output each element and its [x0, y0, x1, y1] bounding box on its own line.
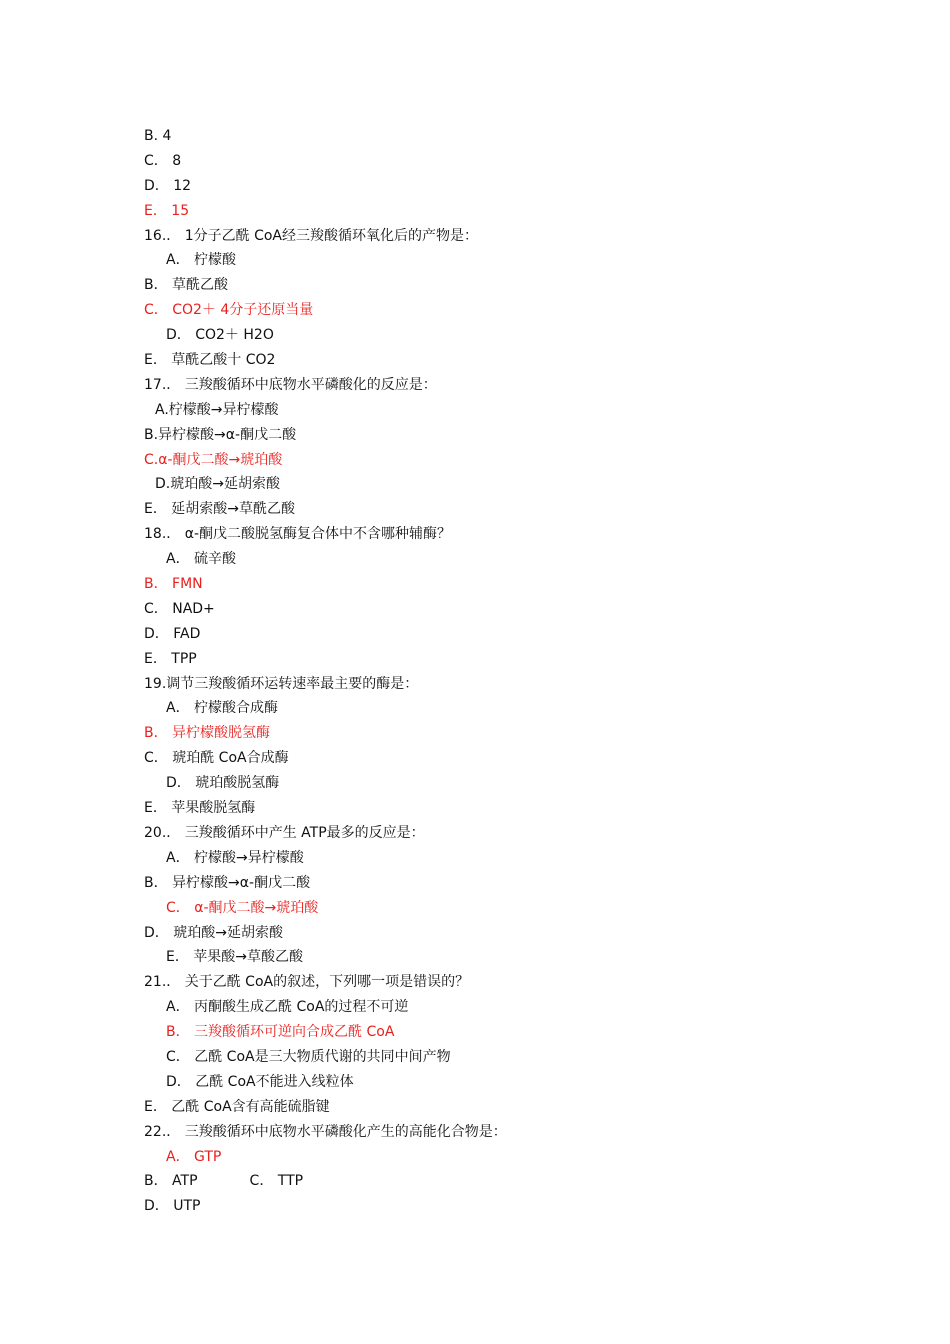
line-text: 16.． 1分子乙酰 CoA经三羧酸循环氧化后的产物是：	[144, 227, 478, 244]
line-text: D． CO2＋ H2O	[166, 327, 274, 344]
line-text: C． 琥珀酰 CoA合成酶	[144, 750, 289, 767]
line-text: C． 乙酰 CoA是三大物质代谢的共同中间产物	[166, 1048, 451, 1065]
text-line	[0, 921, 950, 946]
text-line	[0, 871, 950, 896]
line-text: D． 琥珀酸→延胡索酸	[144, 924, 283, 941]
line-text: E． TPP	[144, 650, 197, 667]
line-text: C． NAD+	[144, 600, 215, 617]
text-line	[0, 796, 950, 821]
line-text: A． 柠檬酸→异柠檬酸	[166, 849, 304, 866]
document-page	[0, 124, 950, 1219]
text-line	[0, 398, 950, 423]
text-line	[0, 522, 950, 547]
line-text: D.琥珀酸→延胡索酸	[155, 476, 280, 493]
text-line	[0, 298, 950, 323]
text-line	[0, 896, 950, 921]
text-line	[0, 1095, 950, 1120]
line-text: 17.． 三羧酸循环中底物水平磷酸化的反应是：	[144, 376, 437, 393]
text-line	[0, 472, 950, 497]
line-text: E． 延胡索酸→草酰乙酸	[144, 501, 296, 518]
text-line	[0, 373, 950, 398]
text-line	[0, 248, 950, 273]
text-line	[0, 1145, 950, 1170]
text-line	[0, 1194, 950, 1219]
line-text: 19.调节三羧酸循环运转速率最主要的酶是：	[144, 675, 419, 692]
line-text: D． 乙酰 CoA不能进入线粒体	[166, 1073, 354, 1090]
text-line	[0, 448, 950, 473]
text-line	[0, 995, 950, 1020]
text-line	[0, 1020, 950, 1045]
line-text: B． 草酰乙酸	[144, 277, 229, 294]
line-text: C.α-酮戊二酸→琥珀酸	[144, 451, 283, 468]
text-line	[0, 273, 950, 298]
line-text: D． FAD	[144, 625, 201, 642]
line-text: 18.． α-酮戊二酸脱氢酶复合体中不含哪种辅酶？	[144, 526, 451, 543]
line-text: A． 硫辛酸	[166, 551, 237, 568]
line-text: E． 草酰乙酸十 CO2	[144, 352, 276, 369]
line-text: B． FMN	[144, 576, 203, 593]
text-line	[0, 149, 950, 174]
line-text: E． 苹果酸脱氢酶	[144, 800, 256, 817]
text-line	[0, 348, 950, 373]
text-line	[0, 174, 950, 199]
line-text: B.异柠檬酸→α-酮戊二酸	[144, 426, 297, 443]
line-text: D． 琥珀酸脱氢酶	[166, 775, 280, 792]
text-line	[0, 821, 950, 846]
text-line	[0, 497, 950, 522]
line-text: B. 4	[144, 128, 172, 144]
line-text: A． 丙酮酸生成乙酰 CoA的过程不可逆	[166, 999, 409, 1016]
text-line	[0, 721, 950, 746]
line-text: A． 柠檬酸	[166, 252, 237, 269]
line-text: A． GTP	[166, 1148, 222, 1165]
text-line	[0, 945, 950, 970]
line-text: C． 8	[144, 152, 182, 169]
text-line	[0, 323, 950, 348]
text-line	[0, 423, 950, 448]
text-line	[0, 771, 950, 796]
text-line	[0, 124, 950, 149]
line-text: C． CO2＋ 4分子还原当量	[144, 302, 314, 319]
text-line	[0, 1045, 950, 1070]
text-line	[0, 746, 950, 771]
line-text: C． α-酮戊二酸→琥珀酸	[166, 899, 319, 916]
line-text: E． 苹果酸→草酸乙酸	[166, 949, 304, 966]
text-line	[0, 970, 950, 995]
line-text: A． 柠檬酸合成酶	[166, 700, 279, 717]
line-text: A.柠檬酸→异柠檬酸	[155, 401, 279, 418]
text-line	[0, 696, 950, 721]
line-text: 20.． 三羧酸循环中产生 ATP最多的反应是：	[144, 824, 425, 841]
line-text: D． 12	[144, 177, 192, 194]
text-line	[0, 1070, 950, 1095]
text-line	[0, 1120, 950, 1145]
line-text: B． ATP	[144, 1173, 198, 1190]
text-line	[0, 647, 950, 672]
text-line	[0, 224, 950, 249]
text-line	[0, 1169, 950, 1194]
line-text: D． UTP	[144, 1198, 201, 1215]
line-text: B． 异柠檬酸→α-酮戊二酸	[144, 874, 311, 891]
line-text: B． 异柠檬酸脱氢酶	[144, 725, 271, 742]
text-line	[0, 199, 950, 224]
text-line	[0, 622, 950, 647]
line-text: 21.． 关于乙酰 CoA的叙述，下列哪一项是错误的？	[144, 974, 470, 991]
text-line	[0, 846, 950, 871]
line-text: B． 三羧酸循环可逆向合成乙酰 CoA	[166, 1024, 395, 1041]
line-text: 22.． 三羧酸循环中底物水平磷酸化产生的高能化合物是：	[144, 1123, 507, 1140]
text-line	[0, 672, 950, 697]
text-line	[0, 572, 950, 597]
text-line	[0, 547, 950, 572]
line-tail-text: C． TTP	[249, 1173, 304, 1190]
text-line	[0, 597, 950, 622]
line-text: E． 15	[144, 202, 190, 219]
line-text: E． 乙酰 CoA含有高能硫脂键	[144, 1098, 330, 1115]
